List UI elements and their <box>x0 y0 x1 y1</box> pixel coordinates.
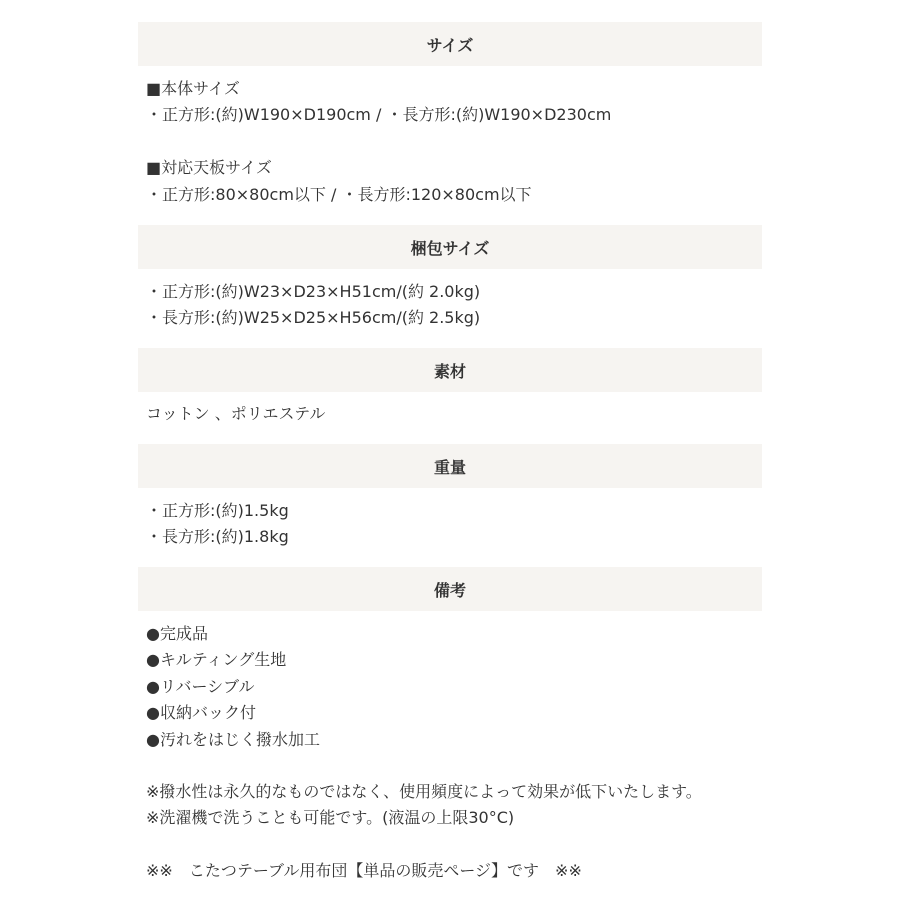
weight-rect-value: ・長方形:(約)1.8kg <box>146 527 289 546</box>
material-value: コットン 、ポリエステル <box>146 404 326 423</box>
body-size-title: ■本体サイズ <box>146 79 240 98</box>
top-board-size-title: ■対応天板サイズ <box>146 158 272 177</box>
material-section-header: 素材 <box>138 348 762 392</box>
top-board-size-value: ・正方形:80×80cm以下 / ・長方形:120×80cm以下 <box>146 185 532 204</box>
weight-section-header: 重量 <box>138 444 762 488</box>
remarks-item: ●完成品 <box>146 624 208 643</box>
remarks-item: ●リバーシブル <box>146 677 255 696</box>
packing-section-header: 梱包サイズ <box>138 225 762 269</box>
remarks-section-header: 備考 <box>138 567 762 611</box>
single-item-sales-note: ※※ こたつテーブル用布団【単品の販売ページ】です ※※ <box>146 861 582 880</box>
packing-rect-value: ・長方形:(約)W25×D25×H56cm/(約 2.5kg) <box>146 308 481 327</box>
packing-square-value: ・正方形:(約)W23×D23×H51cm/(約 2.0kg) <box>146 282 481 301</box>
body-size-value: ・正方形:(約)W190×D190cm / ・長方形:(約)W190×D230cm <box>146 105 612 124</box>
water-repellent-note: ※撥水性は永久的なものではなく、使用頻度によって効果が低下いたします。 <box>146 782 702 801</box>
remarks-item: ●キルティング生地 <box>146 650 287 669</box>
washing-note: ※洗濯機で洗うことも可能です。(液温の上限30°C) <box>146 808 515 827</box>
weight-square-value: ・正方形:(約)1.5kg <box>146 501 289 520</box>
remarks-item: ●収納バック付 <box>146 703 256 722</box>
size-section-header: サイズ <box>138 22 762 66</box>
remarks-item: ●汚れをはじく撥水加工 <box>146 730 320 749</box>
